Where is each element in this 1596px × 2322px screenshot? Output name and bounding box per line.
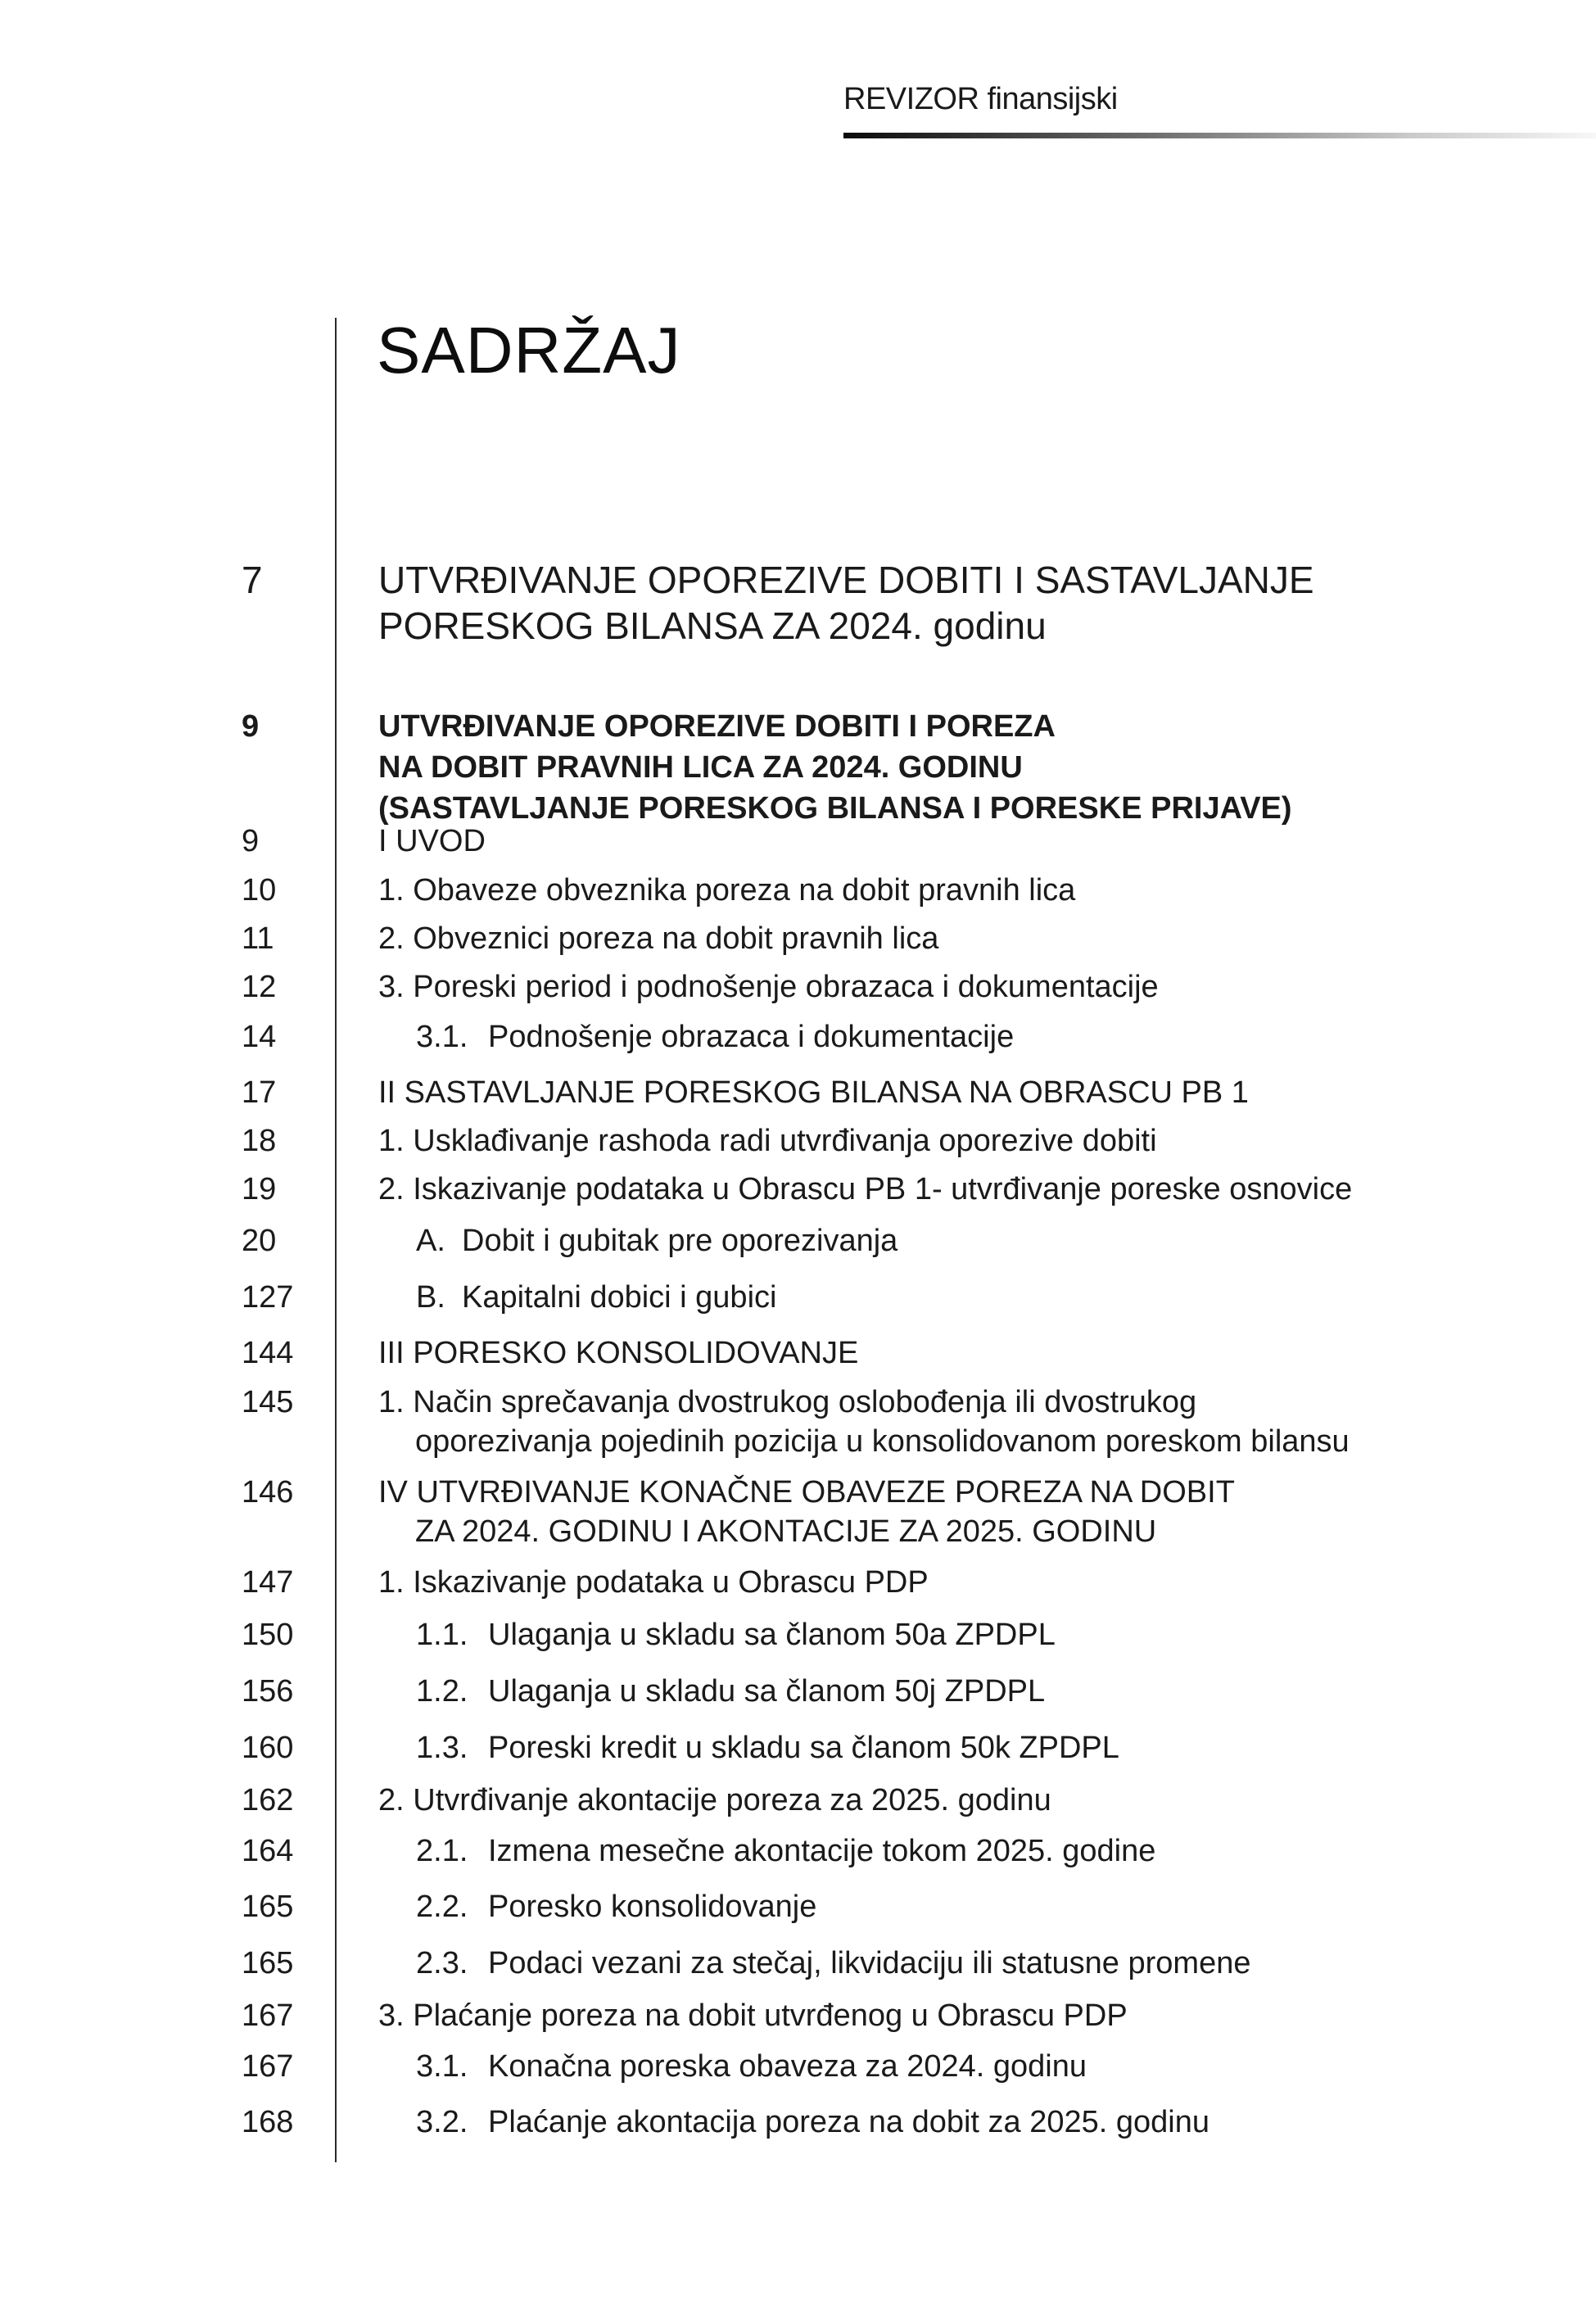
toc-page-number: 162 bbox=[242, 1783, 294, 1817]
toc-line: IV UTVRĐIVANJE KONAČNE OBAVEZE POREZA NA DOBIT bbox=[378, 1475, 1235, 1510]
toc-subentry-label: Izmena mesečne akontacije tokom 2025. godine bbox=[488, 1834, 1156, 1868]
toc-line: UTVRĐIVANJE OPOREZIVE DOBITI I POREZA bbox=[378, 709, 1056, 744]
toc-subentry-number: 3.1. bbox=[416, 2049, 468, 2084]
toc-entry-text bbox=[416, 1672, 1562, 1711]
toc-line: 1. Način sprečavanja dvostrukog oslobođenja ili dvostrukog bbox=[378, 1385, 1197, 1419]
toc-line-continuation: ZA 2024. GODINU I AKONTACIJE ZA 2025. GODINU bbox=[415, 1514, 1157, 1549]
toc-page-number: 18 bbox=[242, 1124, 277, 1158]
running-header-title: REVIZOR finansijski bbox=[843, 82, 1118, 116]
toc-page-number: 167 bbox=[242, 1998, 294, 2033]
toc-page-number: 160 bbox=[242, 1731, 294, 1765]
header-gradient-rule bbox=[843, 133, 1596, 138]
toc-subentry-number: A. bbox=[416, 1224, 445, 1258]
toc-subentry-label: Konačna poreska obaveza za 2024. godinu bbox=[488, 2049, 1087, 2084]
toc-entry-text bbox=[416, 1615, 1562, 1654]
toc-subentry-label: Plaćanje akontacija poreza na dobit za 2025. godinu bbox=[488, 2105, 1209, 2139]
toc-subentry-number: 3.1. bbox=[416, 1020, 468, 1054]
toc-page-number: 14 bbox=[242, 1020, 277, 1054]
toc-entry-text: 3. Plaćanje poreza na dobit utvrđenog u Obrascu PDP bbox=[378, 1998, 1128, 2033]
toc-subentry-number: B. bbox=[416, 1280, 445, 1315]
toc-line: NA DOBIT PRAVNIH LICA ZA 2024. GODINU bbox=[378, 750, 1023, 785]
toc-title: SADRŽAJ bbox=[377, 314, 681, 387]
toc-page-number: 9 bbox=[242, 824, 260, 858]
toc-line: (SASTAVLJANJE PORESKOG BILANSA I PORESKE PRIJAVE) bbox=[378, 791, 1292, 826]
toc-entry-text: 2. Iskazivanje podataka u Obrascu PB 1- utvrđivanje poreske osnovice bbox=[378, 1172, 1353, 1206]
toc-subentry-number: 2.3. bbox=[416, 1946, 468, 1980]
toc-subentry-number: 1.1. bbox=[416, 1618, 468, 1652]
toc-page-number: 11 bbox=[242, 921, 274, 956]
toc-entry-text bbox=[378, 1383, 1525, 1461]
toc-entry-text: III PORESKO KONSOLIDOVANJE bbox=[378, 1336, 859, 1370]
toc-subentry-label: Dobit i gubitak pre oporezivanja bbox=[462, 1224, 898, 1258]
toc-entry-text bbox=[416, 1831, 1562, 1871]
toc-entry-text bbox=[378, 557, 1525, 649]
toc-page-number: 145 bbox=[242, 1385, 294, 1419]
toc-page-number: 19 bbox=[242, 1172, 277, 1206]
toc-entry-text bbox=[416, 1017, 1562, 1057]
toc-entry-text bbox=[416, 2047, 1562, 2086]
toc-page-number: 167 bbox=[242, 2049, 294, 2084]
toc-entry-text: 3. Poreski period i podnošenje obrazaca i dokumentacije bbox=[378, 970, 1159, 1004]
toc-subentry-label: Podaci vezani za stečaj, likvidaciju ili statusne promene bbox=[488, 1946, 1251, 1980]
toc-page-number: 9 bbox=[242, 709, 260, 744]
toc-subentry-number: 1.2. bbox=[416, 1674, 468, 1709]
toc-subentry-label: Ulaganja u skladu sa članom 50a ZPDPL bbox=[488, 1618, 1056, 1652]
toc-line: UTVRĐIVANJE OPOREZIVE DOBITI I SASTAVLJANJE bbox=[378, 559, 1314, 601]
toc-page-number: 165 bbox=[242, 1890, 294, 1924]
toc-vertical-divider bbox=[335, 318, 337, 2162]
toc-subentry-number: 1.3. bbox=[416, 1731, 468, 1765]
toc-page-number: 165 bbox=[242, 1946, 294, 1980]
toc-page-number: 146 bbox=[242, 1475, 294, 1510]
toc-page-number: 150 bbox=[242, 1618, 294, 1652]
toc-entry-text bbox=[416, 2102, 1562, 2142]
toc-subentry-label: Kapitalni dobici i gubici bbox=[462, 1280, 777, 1315]
toc-entry-text: 1. Iskazivanje podataka u Obrascu PDP bbox=[378, 1565, 929, 1600]
toc-page-number: 17 bbox=[242, 1075, 277, 1110]
toc-subentry-label: Ulaganja u skladu sa članom 50j ZPDPL bbox=[488, 1674, 1046, 1709]
toc-entry-text bbox=[378, 1473, 1525, 1551]
toc-entry-text bbox=[416, 1221, 1562, 1261]
toc-page-number: 10 bbox=[242, 873, 277, 908]
toc-entry-text bbox=[378, 706, 1525, 829]
toc-entry-text: 1. Usklađivanje rashoda radi utvrđivanja oporezive dobiti bbox=[378, 1124, 1157, 1158]
toc-line-continuation: oporezivanja pojedinih pozicija u konsolidovanom poreskom bilansu bbox=[415, 1424, 1350, 1459]
toc-entry-text: II SASTAVLJANJE PORESKOG BILANSA NA OBRASCU PB 1 bbox=[378, 1075, 1249, 1110]
toc-subentry-number: 2.1. bbox=[416, 1834, 468, 1868]
toc-page-number: 164 bbox=[242, 1834, 294, 1868]
toc-entry-text bbox=[416, 1944, 1562, 1983]
toc-page-number: 156 bbox=[242, 1674, 294, 1709]
toc-page-number: 147 bbox=[242, 1565, 294, 1600]
toc-page-number: 127 bbox=[242, 1280, 294, 1315]
toc-subentry-number: 3.2. bbox=[416, 2105, 468, 2139]
toc-line: PORESKOG BILANSA ZA 2024. godinu bbox=[378, 604, 1047, 647]
toc-page-number: 144 bbox=[242, 1336, 294, 1370]
toc-subentry-label: Poreski kredit u skladu sa članom 50k ZPDPL bbox=[488, 1731, 1119, 1765]
toc-entry-text bbox=[416, 1887, 1562, 1926]
toc-subentry-label: Poresko konsolidovanje bbox=[488, 1890, 817, 1924]
toc-entry-text bbox=[416, 1728, 1562, 1768]
toc-entry-text: 2. Obveznici poreza na dobit pravnih lica bbox=[378, 921, 939, 956]
toc-entry-text bbox=[416, 1278, 1562, 1317]
toc-subentry-number: 2.2. bbox=[416, 1890, 468, 1924]
toc-entry-text: 2. Utvrđivanje akontacije poreza za 2025. godinu bbox=[378, 1783, 1051, 1817]
toc-entry-text: 1. Obaveze obveznika poreza na dobit pravnih lica bbox=[378, 873, 1076, 908]
toc-page-number: 168 bbox=[242, 2105, 294, 2139]
toc-page-number: 12 bbox=[242, 970, 277, 1004]
toc-page-number: 20 bbox=[242, 1224, 277, 1258]
toc-entry-text: I UVOD bbox=[378, 824, 486, 858]
toc-subentry-label: Podnošenje obrazaca i dokumentacije bbox=[488, 1020, 1015, 1054]
toc-page-number: 7 bbox=[242, 559, 263, 601]
